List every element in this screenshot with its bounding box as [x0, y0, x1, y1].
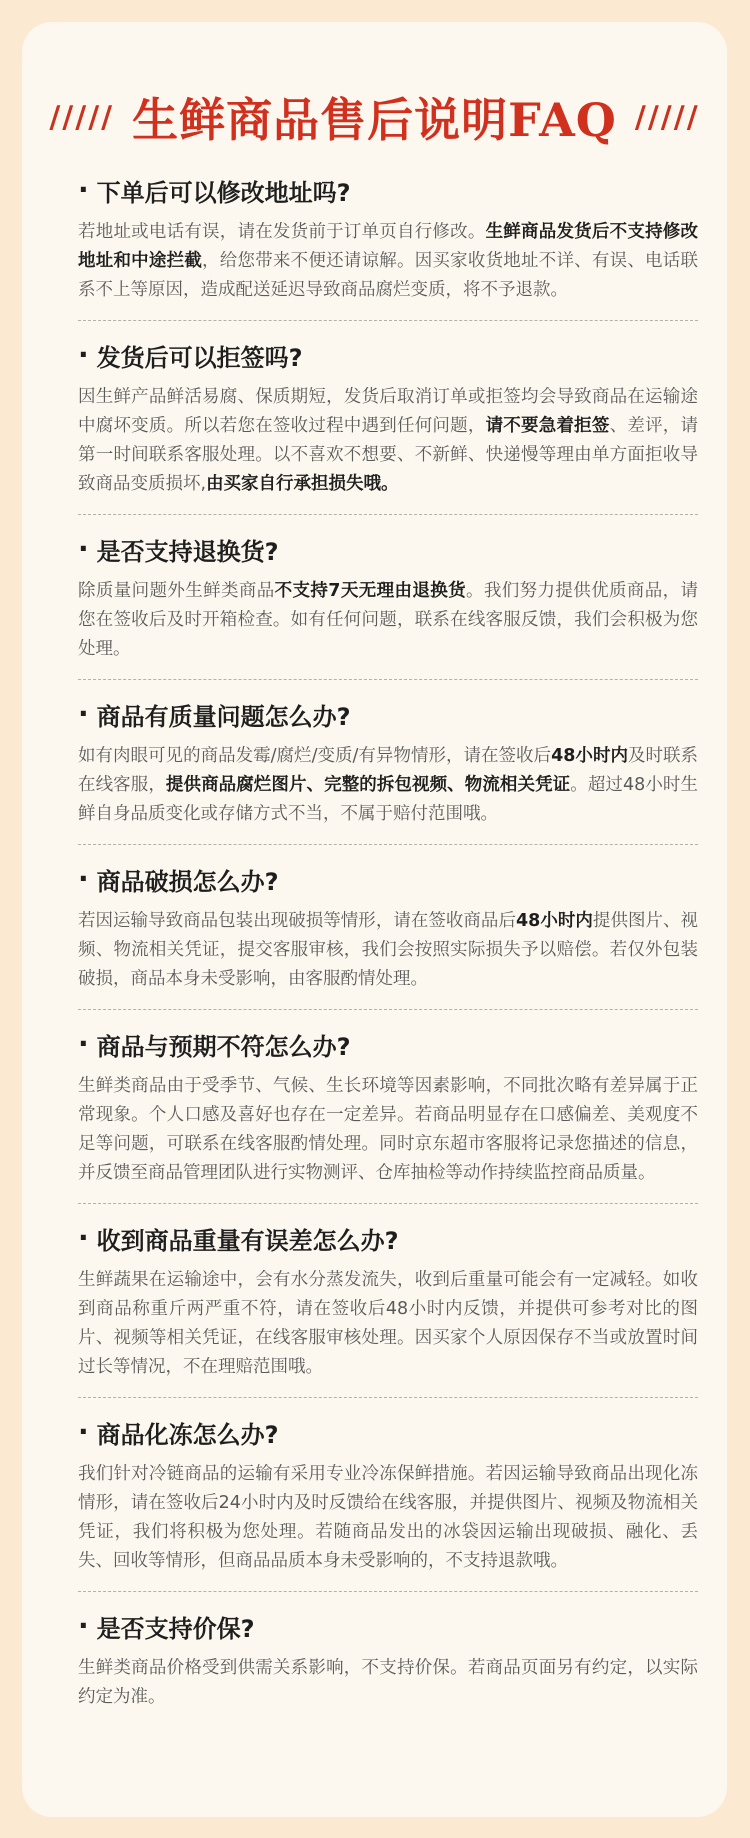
faq-question [78, 1220, 698, 1256]
faq-question-text: 发货后可以拒签吗? [96, 343, 303, 372]
faq-section [78, 1026, 698, 1188]
bullet-dot-icon: · [78, 697, 89, 730]
faq-question-text: 是否支持退换货? [96, 537, 279, 566]
faq-answer [78, 1460, 698, 1576]
answer-highlight: 不支持7天无理由退换货 [274, 581, 466, 601]
answer-text: 生鲜类商品价格受到供需关系影响，不支持价保。若商品页面另有约定，以实际约定为准。 [78, 1658, 698, 1707]
answer-text: 。超过48小时生鲜自身品质变化或存储方式不当，不属于赔付范围哦。 [78, 775, 698, 824]
bullet-dot-icon: · [78, 1221, 89, 1254]
answer-highlight: 请不要急着拒签 [485, 416, 610, 436]
section-divider [78, 1591, 698, 1592]
faq-answer [78, 1266, 698, 1382]
answer-text: 及时联系在线客服， [78, 746, 699, 795]
bullet-dot-icon: · [78, 1609, 89, 1642]
faq-list [78, 172, 698, 1712]
answer-text: 若地址或电话有误，请在发货前于订单页自行修改。 [78, 222, 486, 242]
faq-answer [78, 383, 698, 499]
faq-question-text: 商品化冻怎么办? [96, 1420, 279, 1449]
answer-text: 提供图片、视频、物流相关凭证，提交客服审核，我们会按照实际损失予以赔偿。若仅外包装破损，商品本身未受影响，由客服酌情处理。 [78, 911, 699, 989]
section-divider [78, 1397, 698, 1398]
answer-text: 生鲜类商品由于受季节、气候、生长环境等因素影响，不同批次略有差异属于正常现象。个人口感及喜好也存在一定差异。若商品明显存在口感偏差、美观度不足等问题，可联系在线客服酌情处理。同时京东超市客服将记录您描述的信息，并反馈至商品管理团队进行实物测评、仓库抽检等动作持续监控商品质量。 [78, 1076, 698, 1183]
faq-question [78, 861, 698, 897]
answer-text: 若因运输导致商品包装出现破损等情形，请在签收商品后 [78, 911, 516, 931]
bullet-dot-icon: · [78, 173, 89, 206]
answer-text: 如有肉眼可见的商品发霉/腐烂/变质/有异物情形，请在签收后 [78, 746, 552, 766]
answer-highlight: 提供商品腐烂图片、完整的拆包视频、物流相关凭证 [165, 775, 571, 795]
faq-question [78, 696, 698, 732]
faq-question-text: 收到商品重量有误差怎么办? [96, 1226, 399, 1255]
bullet-dot-icon: · [78, 1027, 89, 1060]
faq-answer [78, 577, 698, 664]
answer-text: 因生鲜产品鲜活易腐、保质期短，发货后取消订单或拒签均会导致商品在运输途中腐坏变质。所以若您在签收过程中遇到任何问题， [78, 387, 698, 436]
bullet-dot-icon: · [78, 532, 89, 565]
faq-section [78, 696, 698, 829]
faq-section [78, 861, 698, 994]
faq-section [78, 531, 698, 664]
bullet-dot-icon: · [78, 1415, 89, 1448]
answer-highlight: 48小时内 [515, 911, 593, 931]
title-row [22, 77, 727, 157]
answer-text: 除质量问题外生鲜类商品 [78, 581, 275, 601]
answer-text: 生鲜蔬果在运输途中，会有水分蒸发流失，收到后重量可能会有一定减轻。如收到商品称重斤两严重不符，请在签收后48小时内反馈，并提供可参考对比的图片、视频等相关凭证，在线客服审核处理。因买家个人原因保存不当或放置时间过长等情况，不在理赔范围哦。 [78, 1270, 698, 1377]
section-divider [78, 844, 698, 845]
faq-question [78, 531, 698, 567]
faq-section [78, 1414, 698, 1576]
faq-question [78, 1608, 698, 1644]
section-divider [78, 320, 698, 321]
faq-answer [78, 742, 698, 829]
section-divider [78, 1203, 698, 1204]
bullet-dot-icon: · [78, 338, 89, 371]
answer-text: 。我们努力提供优质商品，请您在签收后及时开箱检查。如有任何问题，联系在线客服反馈，我们会积极为您处理。 [78, 581, 699, 659]
answer-text: ，给您带来不便还请谅解。因买家收货地址不详、有误、电话联系不上等原因，造成配送延迟导致商品腐烂变质，将不予退款。 [78, 251, 699, 300]
section-divider [78, 1009, 698, 1010]
faq-question [78, 337, 698, 373]
answer-highlight: 生鲜商品发货后不支持修改地址和中途拦截 [78, 222, 699, 271]
section-divider [78, 679, 698, 680]
faq-question-text: 是否支持价保? [96, 1614, 255, 1643]
faq-question [78, 1026, 698, 1062]
faq-question [78, 172, 698, 208]
faq-answer [78, 218, 698, 305]
faq-answer [78, 1654, 698, 1712]
faq-question [78, 1414, 698, 1450]
answer-highlight: 由买家自行承担损失哦。 [206, 474, 399, 494]
faq-answer [78, 907, 698, 994]
faq-section [78, 172, 698, 305]
answer-highlight: 48小时内 [551, 746, 628, 766]
faq-question-text: 商品破损怎么办? [96, 867, 279, 896]
bullet-dot-icon: · [78, 862, 89, 895]
faq-question-text: 商品有质量问题怎么办? [96, 702, 351, 731]
faq-section [78, 1220, 698, 1382]
page-title: 生鲜商品售后说明FAQ [132, 93, 617, 147]
faq-card [22, 22, 727, 1817]
title-decoration-right: ///// [634, 99, 700, 135]
title-decoration-left: ///// [49, 99, 115, 135]
faq-section [78, 1608, 698, 1712]
answer-text: 我们针对冷链商品的运输有采用专业冷冻保鲜措施。若因运输导致商品出现化冻情形，请在签收后24小时内及时反馈给在线客服，并提供图片、视频及物流相关凭证，我们将积极为您处理。若随商品发出的冰袋因运输出现破损、融化、丢失、回收等情形，但商品品质本身未受影响的，不支持退款哦。 [78, 1464, 698, 1571]
section-divider [78, 514, 698, 515]
faq-answer [78, 1072, 698, 1188]
answer-text: 、差评，请第一时间联系客服处理。以不喜欢不想要、不新鲜、快递慢等理由单方面拒收导致商品变质损坏, [78, 416, 699, 494]
faq-section [78, 337, 698, 499]
faq-question-text: 下单后可以修改地址吗? [96, 178, 351, 207]
faq-question-text: 商品与预期不符怎么办? [96, 1032, 351, 1061]
